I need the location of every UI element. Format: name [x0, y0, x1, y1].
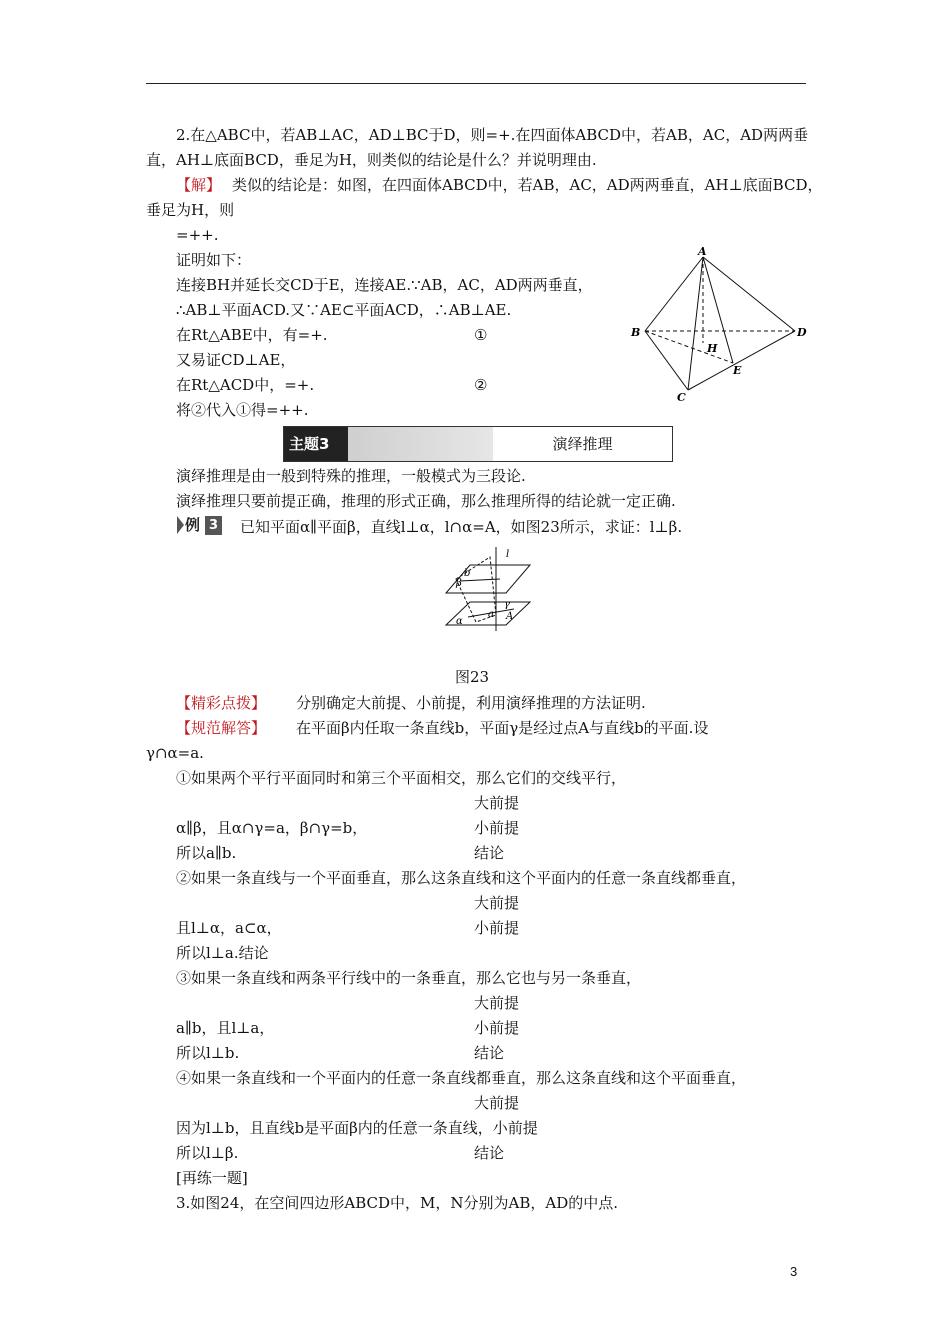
step3-minor-tag: 小前提: [474, 1019, 520, 1037]
point-label-h: H: [707, 342, 718, 355]
step1-conclusion-tag: 结论: [474, 844, 505, 862]
fig-label-beta: β: [456, 578, 462, 589]
fig-label-a-small: a: [488, 609, 494, 620]
figure-23: [440, 545, 540, 631]
vertex-label-a: A: [698, 245, 707, 258]
figure-23-caption: 图23: [455, 668, 490, 686]
step3-major-tag: 大前提: [474, 994, 520, 1012]
vertex-label-b: B: [631, 326, 641, 339]
topic3-tag: 主题3: [284, 427, 348, 461]
step1-conclusion: 所以a∥b.: [176, 844, 237, 862]
step1-minor-tag: 小前提: [474, 819, 520, 837]
topic3-title: 演绎推理: [552, 435, 613, 453]
fig-label-alpha: α: [456, 616, 463, 627]
step3-minor: a∥b，且l⊥a，: [176, 1019, 275, 1037]
step3-conclusion-tag: 结论: [474, 1044, 505, 1062]
proof-line5: 在Rt△ACD中，=+.: [176, 376, 315, 394]
step2-conclusion: 所以l⊥a.结论: [176, 944, 269, 962]
page-number: 3: [790, 1264, 798, 1279]
proof-line4: 又易证CD⊥AE，: [176, 351, 296, 369]
step4-statement: ④如果一条直线和一个平面内的任意一条直线都垂直，那么这条直线和这个平面垂直，: [176, 1069, 747, 1087]
example-arrow-icon: [177, 516, 184, 534]
fig-label-gamma: γ: [504, 599, 510, 610]
proof-line3: 在Rt△ABE中，有=+.: [176, 326, 328, 344]
step3-statement: ③如果一条直线和两条平行线中的一条垂直，那么它也与另一条垂直，: [176, 969, 642, 987]
point-label-e: E: [733, 364, 742, 377]
problem2-line1: 2.在△ABC中，若AB⊥AC，AD⊥BC于D，则=+.在四面体ABCD中，若AB，AC，AD两两垂: [176, 126, 809, 144]
hint-label: 【精彩点拨】: [176, 694, 267, 712]
step4-conclusion-tag: 结论: [474, 1144, 505, 1162]
problem2-line2: 直，AH⊥底面BCD，垂足为H，则类似的结论是什么？并说明理由.: [146, 151, 597, 169]
proof-line2: ∴AB⊥平面ACD.又∵AE⊂平面ACD，∴AB⊥AE.: [176, 301, 512, 319]
vertex-label-c: C: [677, 391, 686, 404]
step1-minor: α∥β，且α∩γ=a，β∩γ=b，: [176, 819, 368, 837]
example3-tag: 例 3: [177, 516, 223, 535]
fig-label-b: b: [464, 568, 471, 579]
step2-statement: ②如果一条直线与一个平面垂直，那么这条直线和这个平面内的任意一条直线都垂直，: [176, 869, 747, 887]
step4-conclusion: 所以l⊥β.: [176, 1144, 239, 1162]
practice-label: [再练一题]: [176, 1169, 248, 1187]
topic3-desc1: 演绎推理是由一般到特殊的推理，一般模式为三段论.: [176, 467, 526, 485]
header-rule: [146, 83, 806, 84]
proof-line1: 连接BH并延长交CD于E，连接AE.∵AB，AC，AD两两垂直，: [176, 276, 593, 294]
proof-mark-1: ①: [474, 326, 488, 344]
solution-line2: 垂足为H，则: [146, 201, 235, 219]
proof-line6: 将②代入①得=++.: [176, 401, 309, 419]
example3-text: 已知平面α∥平面β，直线l⊥α，l∩α=A，如图23所示，求证：l⊥β.: [240, 518, 683, 536]
topic3-desc2: 演绎推理只要前提正确，推理的形式正确，那么推理所得的结论就一定正确.: [176, 492, 676, 510]
topic3-tag-fill: [348, 427, 493, 461]
step4-major-tag: 大前提: [474, 1094, 520, 1112]
solution-line1: 类似的结论是：如图，在四面体ABCD中，若AB，AC，AD两两垂直，AH⊥底面BCD，: [232, 176, 823, 194]
answer-line1: 在平面β内任取一条直线b，平面γ是经过点A与直线b的平面.设: [296, 719, 709, 737]
step4-minor: 因为l⊥b，且直线b是平面β内的任意一条直线，小前提: [176, 1119, 538, 1137]
solution-label: 【解】: [176, 176, 222, 194]
step2-minor-tag: 小前提: [474, 919, 520, 937]
fig-label-l: l: [506, 549, 510, 560]
vertex-label-d: D: [797, 326, 807, 339]
hint-text: 分别确定大前提、小前提，利用演绎推理的方法证明.: [296, 694, 646, 712]
proof-heading: 证明如下：: [176, 251, 252, 269]
tetrahedron-figure: [625, 245, 815, 405]
step3-conclusion: 所以l⊥b.: [176, 1044, 240, 1062]
step1-major-tag: 大前提: [474, 794, 520, 812]
solution-line3: =++.: [176, 226, 219, 244]
answer-label: 【规范解答】: [176, 719, 267, 737]
step1-statement: ①如果两个平行平面同时和第三个平面相交，那么它们的交线平行，: [176, 769, 627, 787]
step2-minor: 且l⊥α，a⊂α，: [176, 919, 282, 937]
step2-major-tag: 大前提: [474, 894, 520, 912]
answer-line2: γ∩α=a.: [146, 744, 204, 762]
proof-mark-2: ②: [474, 376, 488, 394]
topic3-banner: [283, 426, 673, 462]
practice-problem3: 3.如图24，在空间四边形ABCD中，M，N分别为AB，AD的中点.: [176, 1194, 619, 1212]
fig-label-a-point: A: [506, 611, 514, 622]
